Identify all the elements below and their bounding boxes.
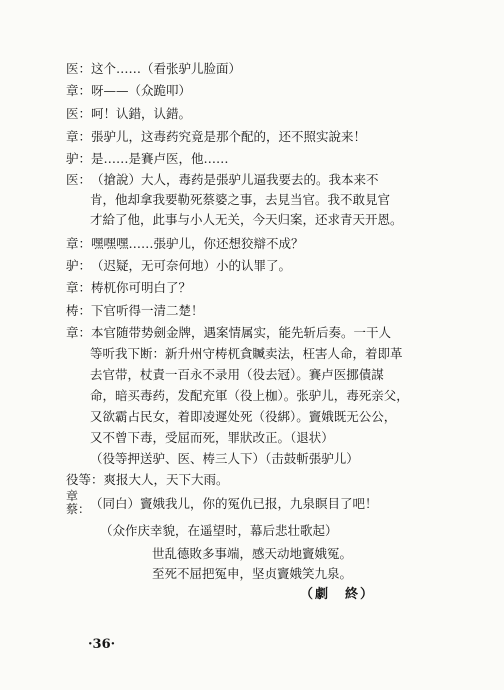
dialogue-line [66, 151, 461, 167]
end-mark: （劇 終） [300, 587, 376, 602]
verse-text: 世乱德敗多事端，感天动地竇娥冤。 [152, 546, 353, 561]
speaker-bottom: 蔡： [66, 502, 91, 516]
line-text: 这个……（看张驴儿脸面） [91, 61, 242, 76]
speaker-label: 梼： [66, 303, 92, 318]
dialogue-line [90, 388, 485, 404]
dialogue-line [66, 172, 461, 188]
speaker-label: 役等： [66, 472, 104, 487]
dialogue-line [66, 325, 461, 341]
dialogue-line [66, 236, 461, 252]
speaker-label: 驴： [66, 258, 92, 273]
speaker-label: 章： [66, 236, 92, 251]
dialogue-line [66, 280, 461, 296]
dialogue-line [90, 212, 485, 228]
dialogue-line [66, 472, 461, 488]
line-text: 又欲霸占民女，着即凌遲处死（役綁）。竇娥既无公公， [90, 409, 397, 424]
speaker-label: 驴： [66, 151, 92, 166]
dialogue-line [66, 106, 461, 122]
speaker-label: 医： [66, 172, 92, 187]
line-text: （迟疑，无可奈何地）小的认罪了。 [91, 258, 292, 273]
dialogue-line [90, 367, 485, 383]
dialogue-line [66, 258, 461, 274]
speaker-label: 章： [66, 325, 92, 340]
page-number: ·36· [88, 637, 116, 652]
line-text: 梼杌你可明白了？ [91, 280, 192, 295]
line-text: （搶說）大人，毒药是張驴儿逼我要去的。我本来不 [91, 172, 379, 187]
verse-text: 至死不屈把冤申，坚贞竇娥笑九泉。 [152, 566, 353, 581]
speaker-label: 医： [66, 106, 92, 121]
line-text: 肯，他却拿我要勒死蔡婆之事，去見当官。我不敢見官 [90, 192, 391, 207]
dialogue-line [90, 496, 485, 512]
speaker-label: 章： [66, 280, 92, 295]
speaker-label: 章： [66, 129, 92, 144]
verse-line [152, 546, 504, 562]
verse-line [152, 566, 504, 582]
dialogue-line [90, 346, 485, 362]
line-text: 爽报大人，天下大雨。 [103, 472, 229, 487]
stacked-speaker [66, 490, 90, 516]
line-text: 命，暗买毒药，发配充軍（役上枷）。张驴儿，毒死亲父， [90, 388, 409, 403]
stage-direction [90, 451, 485, 467]
dialogue-line [66, 129, 461, 145]
speaker-label: 医： [66, 61, 92, 76]
line-text: 呀——（众跪叩） [91, 83, 192, 98]
line-text: （同白）竇娥我儿，你的冤仇已报，九泉瞑目了吧！ [90, 496, 378, 511]
dialogue-line [90, 409, 485, 425]
line-text: （役等押送驴、医、梼三人下）（击鼓斬張驴儿） [90, 451, 359, 466]
line-text: 是……是賽卢医，他…… [91, 151, 229, 166]
line-text: 下官听得一清二楚！ [91, 303, 204, 318]
speaker-label: 章： [66, 83, 92, 98]
line-text: 張驴儿，这毒药究竟是那个配的，还不照实說来！ [91, 129, 367, 144]
line-text: 嘿嘿嘿……張驴儿，你还想狡辯不成？ [91, 236, 304, 251]
dialogue-line [66, 83, 461, 99]
line-text: 呵！认錯，认錯。 [91, 106, 192, 121]
stage-direction [100, 523, 495, 539]
dialogue-line [66, 61, 461, 77]
dialogue-line [90, 430, 485, 446]
speaker-top: 章 [66, 489, 79, 503]
line-text: 又不曾下毒，受屈而死，罪狀改正。（退状） [90, 430, 334, 445]
dialogue-line [90, 192, 485, 208]
line-text: 去官带，杖責一百永不录用（役去冠）。賽卢医挪債謀 [90, 367, 384, 382]
chorus-intro: （众作庆幸貌，在遥望时，幕后悲壮歌起） [100, 523, 338, 538]
line-text: 等听我下断：新升州守梼杌貪贓卖法，枉害人命，着即革 [90, 346, 403, 361]
line-text: 本官随带势劍金牌，遇案情属实，能先斩后奏。一干人 [91, 325, 392, 340]
dialogue-line [66, 303, 461, 319]
line-text: 才給了他，此事与小人无关，今天归案，还求青天开恩。 [90, 212, 403, 227]
